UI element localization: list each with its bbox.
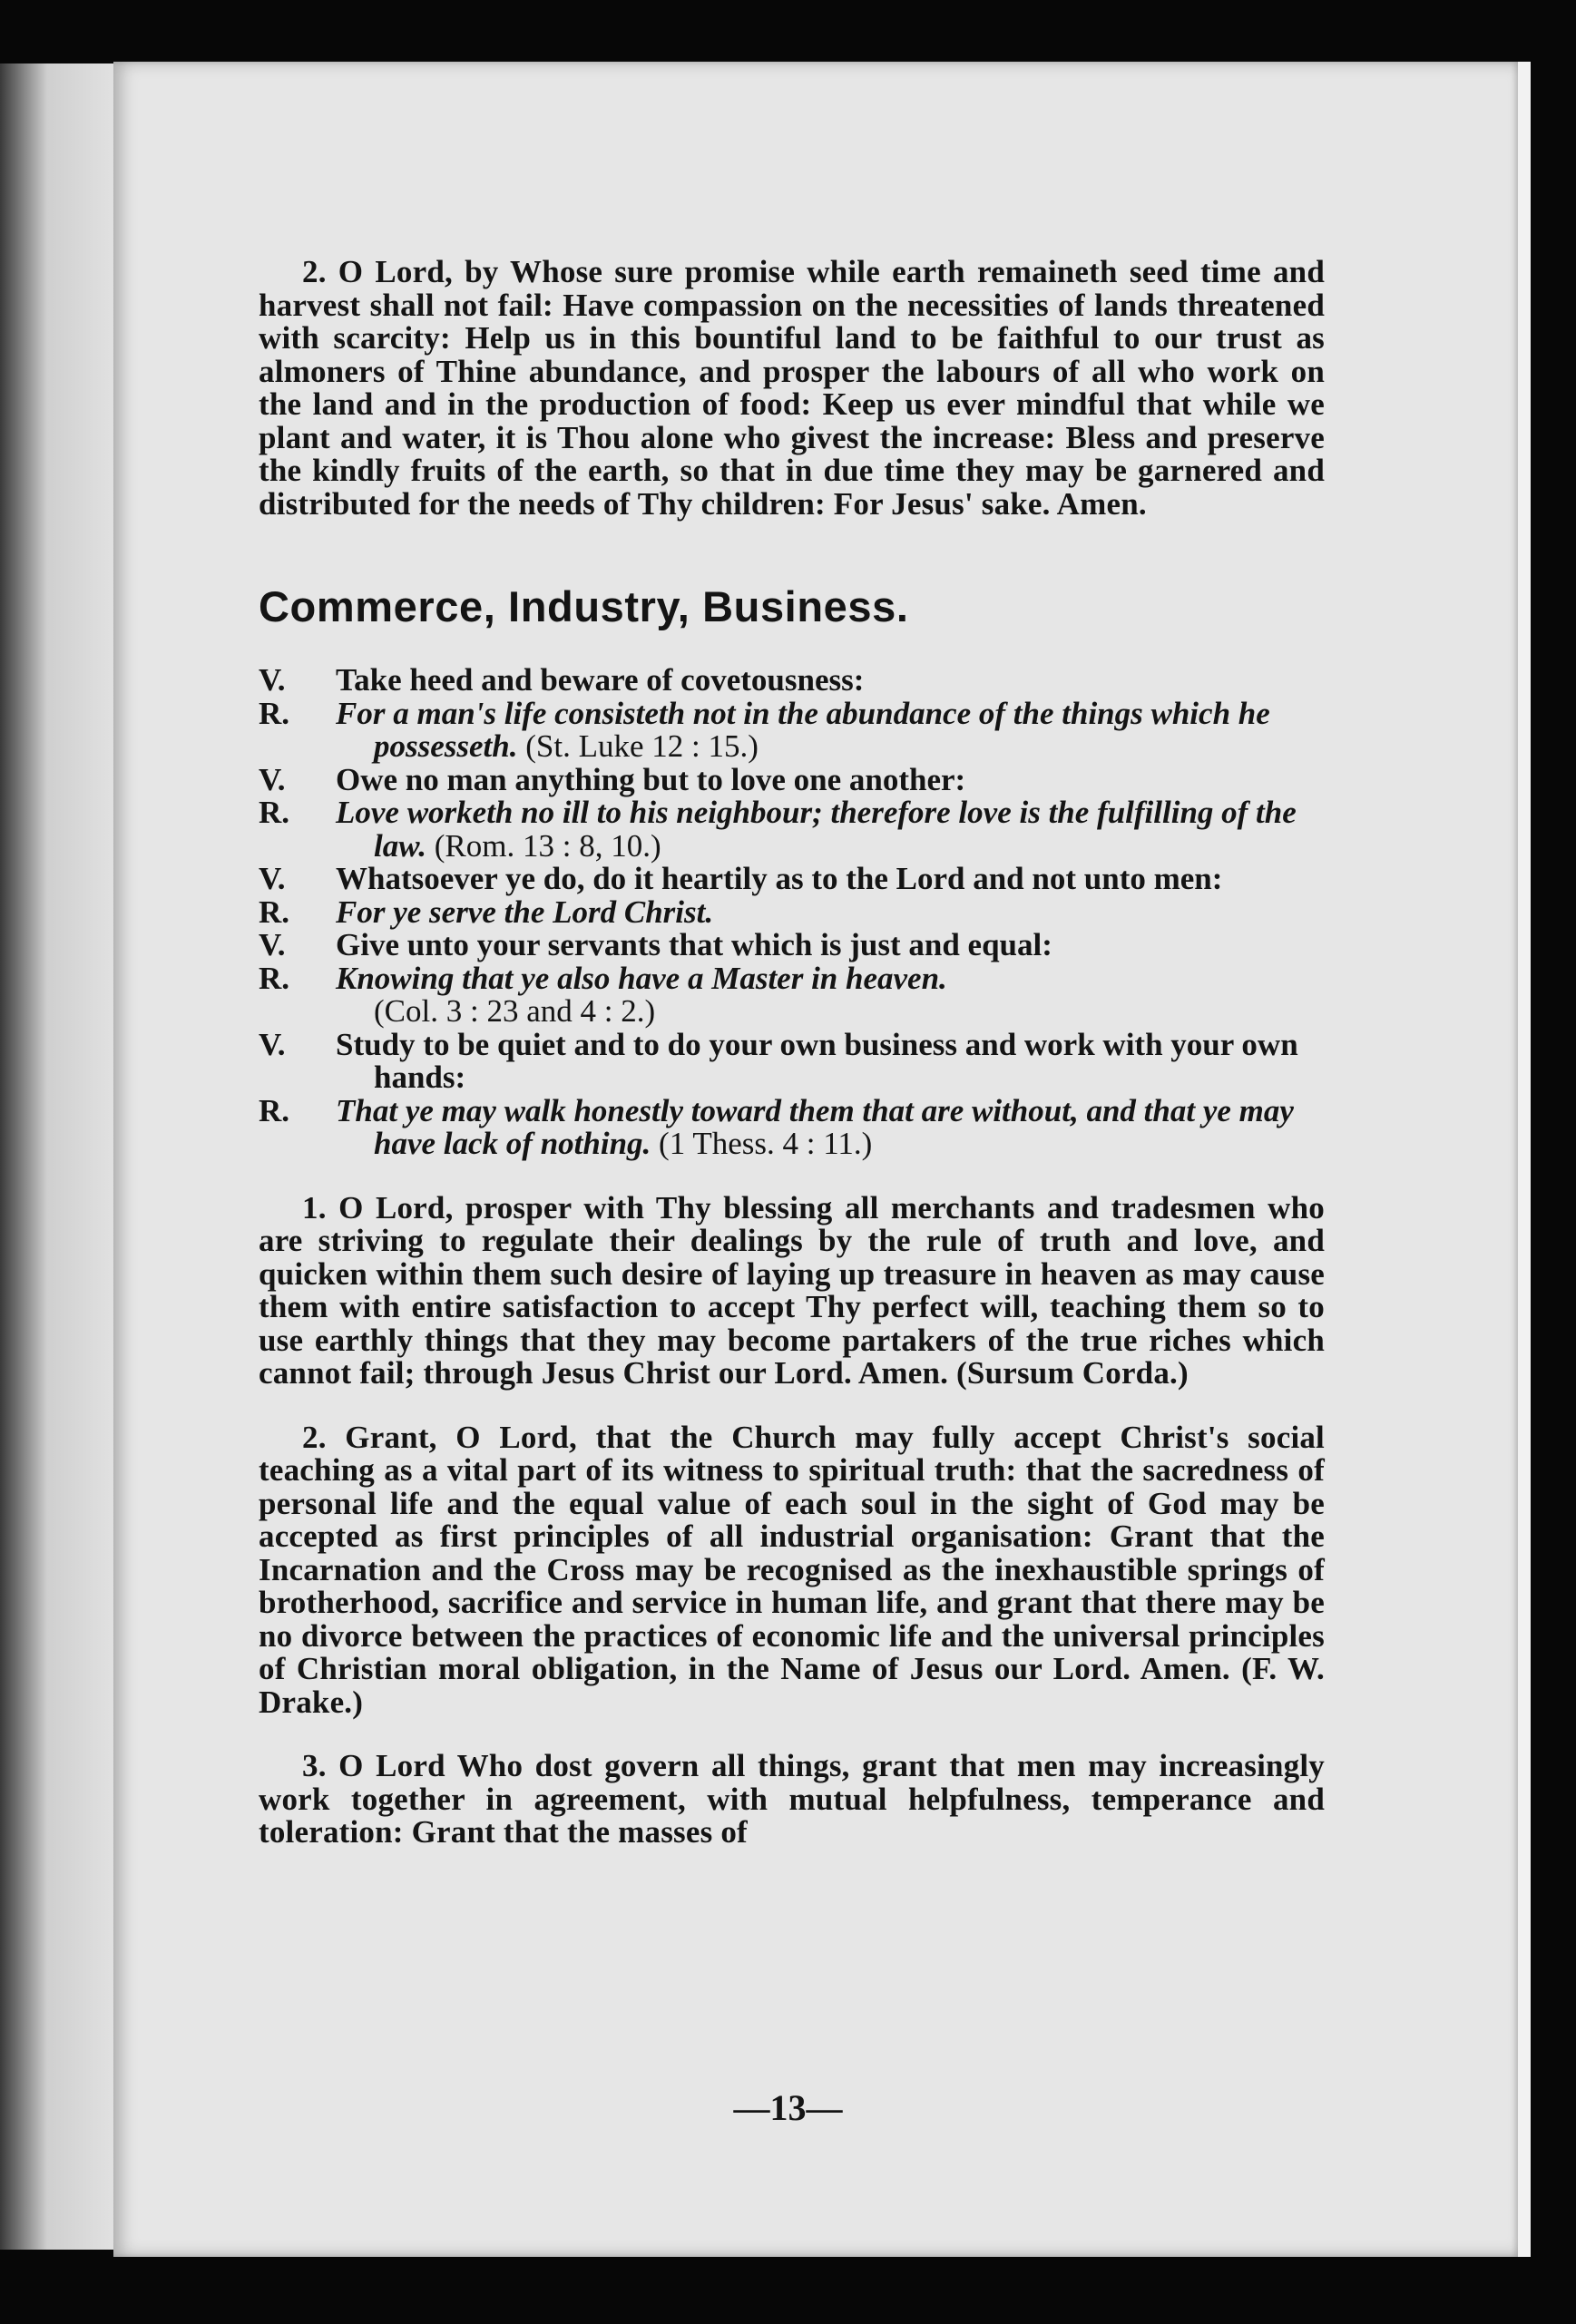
versicle: V. Give unto your servants that which is just and equal:: [259, 927, 1052, 962]
prayer-merchants: 1. O Lord, prosper with Thy blessing all merchants and tradesmen who are striving to regulate their dealings by the rule of truth and love, and quicken within them such desire of laying up treasure in heaven as may cause them with entire satisfaction to accept Thy perfect will, teaching them so to use earthly things that they may become partakers of the true riches which cannot fail; through Jesus Christ our Lord. Amen. (Sursum Corda.): [259, 1189, 1325, 1391]
response: R. Knowing that ye also have a Master in heaven.: [259, 960, 947, 996]
versicle: V. Whatsoever ye do, do it heartily as to the Lord and not unto men:: [259, 861, 1223, 896]
spacer: [259, 1391, 1325, 1421]
page-text: [259, 256, 1325, 1850]
versicles-list: [259, 664, 1325, 1161]
response: R. For ye serve the Lord Christ.: [259, 893, 714, 930]
spacer: [259, 1161, 1325, 1192]
prayer-govern: 3. O Lord Who dost govern all things, grant that men may increasingly work together in agreement, with mutual helpfulness, temperance and toleration: Grant that the masses of: [259, 1748, 1325, 1850]
response: R. Love worketh no ill to his neighbour; therefore love is the fulfilling of the law. (Rom. 13 : 8, 10.): [259, 795, 1297, 864]
page-number: —13—: [733, 2087, 843, 2128]
section-heading: Commerce, Industry, Business.: [259, 582, 909, 630]
scripture-reference: (Col. 3 : 23 and 4 : 2.): [374, 993, 656, 1029]
response: R. That ye may walk honestly toward them that are without, and that ye may have lack of nothing. (1 Thess. 4 : 11.): [259, 1092, 1294, 1161]
versicle: V. Take heed and beware of covetousness:: [259, 662, 865, 698]
scripture-reference: (St. Luke 12 : 15.): [525, 728, 759, 764]
scripture-reference: (1 Thess. 4 : 11.): [659, 1126, 873, 1161]
spacer: [259, 1719, 1325, 1750]
response: R. For a man's life consisteth not in the abundance of the things which he possesseth. (St. Luke 12 : 15.): [259, 695, 1270, 764]
page-right-edge: [1518, 62, 1531, 2257]
prayer-harvest: 2. O Lord, by Whose sure promise while earth remaineth seed time and harvest shall not fail: Have compassion on the necessities of lands threatened with scarcity: Help us in this bountiful land to be faithful to our trust as almoners of Thine abundance, and prosper the labours of all who work on the land and in the production of food: Keep us ever mindful that while we plant and water, it is Thou alone who givest the increase: Bless and preserve the kindly fruits of the earth, so that in due time they may be garnered and distributed for the needs of Thy children: For Jesus' sake. Amen.: [259, 254, 1325, 522]
versicle: V. Study to be quiet and to do your own business and work with your own hands:: [259, 1026, 1298, 1095]
prayer-church-social: 2. Grant, O Lord, that the Church may fully accept Christ's social teaching as a vital part of its witness to spiritual truth: that the sacredness of personal life and the equal value of each soul in the sight of God may be accepted as first principles of all industrial organisation: Grant that the Incarnation and the Cross may be recognised as the inexhaustible springs of brotherhood, sacrifice and service in human life, and grant that there may be no divorce between the practices of economic life and the universal principles of Christian moral obligation, in the Name of Jesus our Lord. Amen. (F. W. Drake.): [259, 1419, 1325, 1720]
versicle: V. Owe no man anything but to love one another:: [259, 761, 966, 797]
scripture-reference: (Rom. 13 : 8, 10.): [434, 827, 661, 864]
previous-page-edge: [0, 63, 118, 2250]
